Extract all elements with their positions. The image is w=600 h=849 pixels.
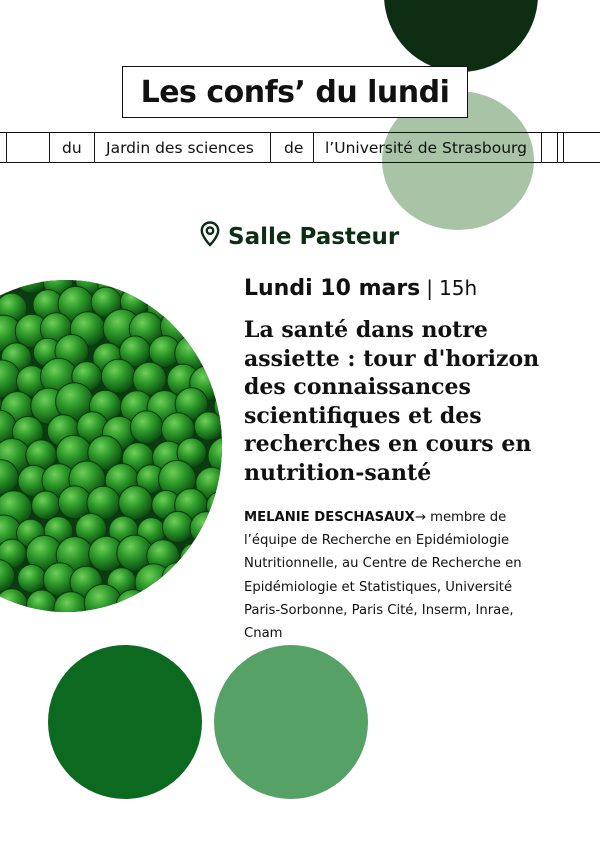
pea bbox=[130, 411, 163, 444]
band-divider bbox=[49, 133, 50, 162]
band-divider bbox=[313, 133, 314, 162]
speaker-name: MELANIE DESCHASAUX bbox=[244, 510, 415, 525]
event-date: Lundi 10 mars bbox=[244, 275, 421, 301]
institution-band bbox=[0, 132, 600, 163]
pea bbox=[0, 589, 28, 612]
band-word-de: de bbox=[284, 138, 304, 157]
band-divider bbox=[6, 133, 7, 162]
pea bbox=[162, 563, 194, 595]
pea bbox=[174, 583, 209, 612]
pea bbox=[190, 512, 222, 545]
pea bbox=[180, 543, 209, 572]
talk-title: La santé dans notre assiette : tour d'horizon des connaissances scientifiques et des recherches en cours en nutrition-santé bbox=[244, 317, 540, 486]
decorative-circle-green-bottom-left bbox=[48, 645, 202, 799]
band-divider bbox=[563, 133, 564, 162]
band-word-universite: l’Université de Strasbourg bbox=[325, 138, 527, 157]
location-pin-icon bbox=[200, 221, 220, 253]
speaker-bio bbox=[244, 506, 544, 645]
decorative-circle-green-bottom-right bbox=[214, 645, 368, 799]
event-time: 15h bbox=[439, 276, 478, 300]
band-divider bbox=[270, 133, 271, 162]
pea bbox=[214, 592, 222, 612]
pea bbox=[193, 316, 222, 350]
pea bbox=[162, 511, 193, 542]
pea bbox=[182, 287, 214, 319]
band-word-jardin: Jardin des sciences bbox=[106, 138, 254, 157]
arrow-icon: → bbox=[414, 510, 426, 525]
pea bbox=[195, 563, 222, 600]
pea bbox=[119, 486, 153, 520]
venue bbox=[200, 220, 399, 254]
speaker-description: membre de l’équipe de Recherche en Epidémiologie Nutritionnelle, au Centre de Recherche en Epidémiologie et Statistiques, Université Paris-Sorbonne, Paris Cité, Inserm, Inrae, Cnam bbox=[244, 510, 522, 642]
date-separator: | bbox=[426, 276, 434, 300]
pea bbox=[210, 539, 222, 569]
pea bbox=[32, 491, 61, 520]
pea bbox=[208, 338, 222, 366]
band-divider bbox=[94, 133, 95, 162]
pea bbox=[161, 280, 195, 296]
event-date-line bbox=[244, 272, 477, 304]
pea bbox=[18, 565, 46, 593]
band-word-du: du bbox=[62, 138, 82, 157]
venue-name: Salle Pasteur bbox=[228, 224, 400, 250]
peas-photo bbox=[0, 280, 222, 612]
series-title: Les confs’ du lundi bbox=[122, 66, 468, 118]
pea bbox=[207, 286, 222, 322]
band-divider bbox=[541, 133, 542, 162]
pea bbox=[197, 280, 223, 293]
pea bbox=[101, 359, 135, 393]
band-divider bbox=[557, 133, 558, 162]
decorative-circle-dark-top bbox=[384, 0, 538, 72]
pea bbox=[194, 412, 222, 441]
pea bbox=[150, 593, 179, 612]
